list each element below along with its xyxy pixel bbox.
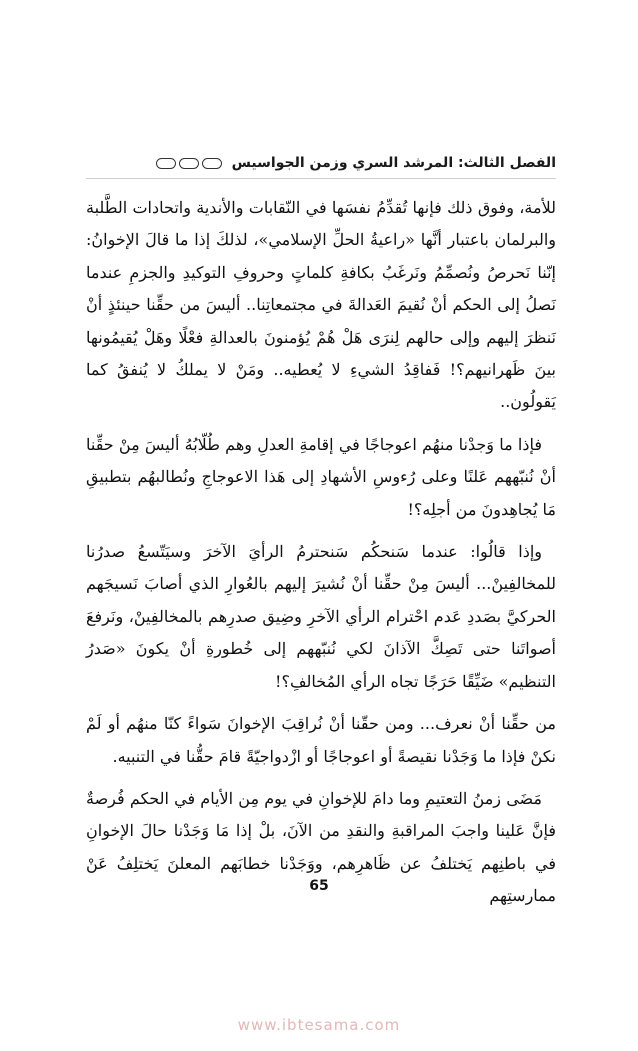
- chapter-title: الفصل الثالث: المرشد السري وزمن الجواسيس: [231, 155, 556, 171]
- page-number: 65: [309, 878, 329, 894]
- paragraph: من حقِّنا أنْ نعرف... ومن حقّنا أنْ نُراقِبَ الإخوانَ سَواءً كنّا منهُم أو لَمْ نكنْ فإذا ما وَجَدْنا نقيصةً أو اعوجاجًا أو ازْدواجيّةً قامَ حقُّنا في التنبيه.: [86, 714, 556, 766]
- header-ornament-icon: [156, 158, 222, 169]
- body-text: [86, 192, 556, 923]
- ornament-loop-icon: [179, 158, 199, 169]
- watermark: www.ibtesama.com: [237, 1016, 401, 1034]
- paragraph: للأمة، وفوق ذلك فإنها تُقدِّمُ نفسَها في النّقابات والأندية واتحادات الطَّلبة والبرلمان باعتبار أنَّها «راعيةُ الحلِّ الإسلامي»، لذلكَ إذا ما قالَ الإخوانُ: إنّنا نَحرصُ ونُصمِّمُ ونَرغَبُ بكافةِ كلماتٍ وحروفِ التوكيدِ والجزمِ عندما نَصلُ إلى الحكم أنْ نُقيمَ العَدالةَ في مجتمعاتِنا.. أليسَ من حقِّنا حينئذٍ أنْ نَنظرَ إليهم وإلى حالهم لِنرَى هَلْ هُمْ يُؤمنونَ بالعدالةِ فعْلًا وهَلْ يُقيمُونها بينَ ظَهرانيهم؟! فَفاقِدُ الشيءِ لا يُعطيه.. ومَنْ لا يملكُ لا يُنفقُ كما يَقولُون..: [86, 198, 557, 412]
- running-header: [86, 148, 556, 179]
- paragraph: وإذا قالُوا: عندما سَنحكُم سَنحترمُ الرأيَ الآخرَ وسيَتّسعُ صدرُنا للمخالفِينْ... أليسَ مِنْ حقِّنا أنْ نُشيرَ إليهم بالعُوارِ الذي أصابَ نَسيجَهم الحركيَّ بصَددِ عَدم احْترام الرأي الآخرِ وضِيق صدرِهم بالمخالفِينْ، ونَرفعَ أصواتَنا حتى تَصِكَّ الآذانَ لكي نُنبّههم إلى خُطورةِ أنْ يكونَ «صَدرُ التنظيم» ضَيِّقًا حَرَجًا تجاه الرأي المُخالفِ؟!: [86, 542, 556, 691]
- paragraph: فإذا ما وَجدْنا منهُم اعوجاجًا في إقامةِ العدلِ وهم طُلّابُهُ أليسَ مِنْ حقِّنا أنْ نُنبّههم عَلنًا وعلى رُءوسِ الأشهادِ إلى هَذا الاعوجاجِ ونُطالبهُم بتطبيقِ مَا يُجاهِدونَ من أجلِه؟!: [86, 434, 556, 519]
- ornament-loop-icon: [202, 158, 222, 169]
- ornament-loop-icon: [156, 158, 176, 169]
- paragraph: مَضَى زمنُ التعتيمِ وما دامَ للإخوانِ في يوم مِن الأيام في الحكم فُرصةٌ فإنَّ عَلينا واجبَ المراقبةِ والنقدِ من الآنَ، بلْ إذا مَا وَجَدْنا حالَ الإخوانِ في باطنِهم يَختلفُ عن ظَاهرِهم، ووَجَدْنا خطابَهم المعلنَ يَختلِفُ عَنْ ممارستِهم: [86, 788, 557, 906]
